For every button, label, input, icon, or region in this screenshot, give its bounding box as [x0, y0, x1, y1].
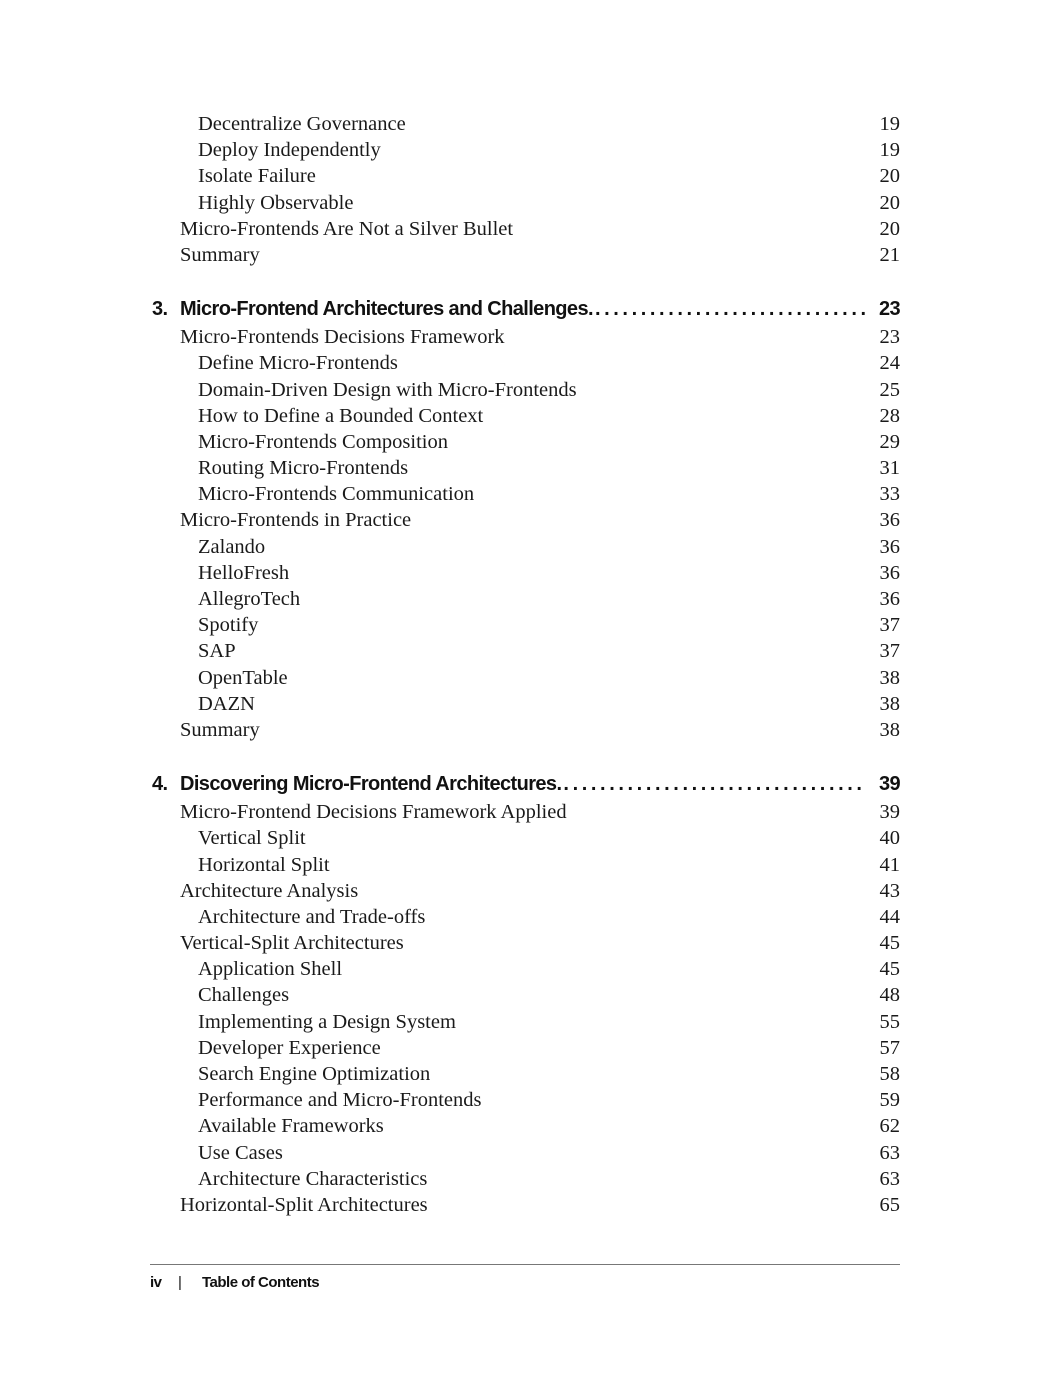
toc-subsection-entry[interactable] — [150, 1009, 900, 1035]
toc-entry-page: 36 — [879, 561, 900, 584]
footer-running-title: Table of Contents — [202, 1274, 320, 1291]
toc-section-entry[interactable] — [150, 930, 900, 956]
toc-entry-title: How to Define a Bounded Context — [198, 404, 484, 427]
toc-entry-title: Architecture Analysis — [180, 879, 359, 902]
toc-entry-page: 57 — [879, 1036, 900, 1059]
toc-entry-title: Summary — [180, 718, 260, 741]
toc-subsection-entry[interactable] — [150, 534, 900, 560]
chapter-page: 39 — [878, 773, 900, 796]
toc-entry-page: 25 — [879, 378, 900, 401]
toc-entry-page: 38 — [879, 666, 900, 689]
toc-entry-title: Vertical Split — [198, 827, 306, 850]
toc-subsection-entry[interactable] — [150, 956, 900, 982]
toc-subsection-entry[interactable] — [150, 111, 900, 137]
toc-subsection-entry[interactable] — [150, 377, 900, 403]
toc-subsection-entry[interactable] — [150, 455, 900, 481]
toc-entry-title: AllegroTech — [198, 588, 301, 610]
toc-entry-page: 38 — [879, 692, 900, 715]
toc-section-entry[interactable] — [150, 717, 900, 743]
chapter-title: Micro-Frontend Architectures and Challenges. — [180, 298, 593, 321]
toc-subsection-entry[interactable] — [150, 904, 900, 930]
toc-entry-page: 44 — [879, 905, 900, 928]
toc-subsection-entry[interactable] — [150, 137, 900, 163]
toc-subsection-entry[interactable] — [150, 1140, 900, 1166]
toc-subsection-entry[interactable] — [150, 1166, 900, 1192]
toc-entry-page: 40 — [879, 827, 900, 850]
toc-subsection-entry[interactable] — [150, 190, 900, 216]
toc-section-entry[interactable] — [150, 216, 900, 242]
table-of-contents — [150, 111, 900, 1218]
toc-entry-title: Implementing a Design System — [198, 1010, 456, 1033]
toc-section-entry[interactable] — [150, 324, 900, 350]
toc-entry-title: Application Shell — [198, 958, 343, 981]
toc-entry-page: 33 — [879, 483, 900, 506]
toc-entry-page: 36 — [879, 588, 900, 610]
toc-entry-page: 24 — [879, 352, 900, 375]
toc-entry-title: Micro-Frontends in Practice — [180, 509, 412, 532]
toc-subsection-entry[interactable] — [150, 560, 900, 586]
toc-entry-page: 58 — [879, 1063, 900, 1085]
toc-entry-title: Use Cases — [198, 1141, 283, 1164]
toc-entry-page: 63 — [879, 1141, 900, 1164]
toc-entry-page: 65 — [879, 1193, 900, 1216]
toc-section-entry[interactable] — [150, 799, 900, 825]
toc-entry-title: SAP — [198, 640, 236, 663]
dot-leader: .............................. — [594, 298, 870, 321]
toc-entry-page: 20 — [879, 217, 900, 240]
toc-section-entry[interactable] — [150, 242, 900, 268]
toc-entry-page: 45 — [879, 958, 900, 981]
toc-subsection-entry[interactable] — [150, 350, 900, 376]
toc-subsection-entry[interactable] — [150, 163, 900, 189]
toc-entry-title: Vertical-Split Architectures — [180, 932, 404, 955]
toc-entry-title: OpenTable — [198, 666, 288, 689]
toc-subsection-entry[interactable] — [150, 852, 900, 878]
toc-entry-page: 36 — [879, 535, 900, 558]
footer-page-number: iv — [150, 1274, 162, 1291]
toc-entry-page: 63 — [879, 1167, 900, 1190]
toc-subsection-entry[interactable] — [150, 638, 900, 664]
toc-subsection-entry[interactable] — [150, 586, 900, 612]
toc-entry-title: Micro-Frontends Are Not a Silver Bullet — [180, 217, 514, 240]
toc-section-entry[interactable] — [150, 1192, 900, 1218]
toc-entry-page: 39 — [879, 801, 900, 824]
chapter-title: Discovering Micro-Frontend Architectures. — [180, 773, 562, 796]
toc-subsection-entry[interactable] — [150, 1087, 900, 1113]
toc-entry-page: 19 — [879, 113, 900, 135]
toc-entry-title: Micro-Frontends Composition — [198, 430, 448, 453]
toc-entry-title: HelloFresh — [198, 561, 290, 584]
toc-entry-page: 29 — [879, 430, 900, 453]
toc-entry-page: 20 — [879, 165, 900, 188]
toc-entry-title: Micro-Frontend Decisions Framework Applied — [180, 801, 567, 824]
toc-entry-title: Horizontal Split — [198, 853, 330, 876]
chapter-number: 3. — [152, 298, 168, 321]
toc-subsection-entry[interactable] — [150, 825, 900, 851]
toc-subsection-entry[interactable] — [150, 665, 900, 691]
toc-subsection-entry[interactable] — [150, 429, 900, 455]
toc-entry-page: 28 — [879, 404, 900, 427]
toc-entry-title: Zalando — [198, 535, 266, 558]
toc-entry-page: 37 — [879, 614, 900, 637]
chapter-number: 4. — [152, 773, 168, 796]
toc-subsection-entry[interactable] — [150, 982, 900, 1008]
dot-leader: ................................. — [563, 773, 866, 796]
toc-entry-title: Horizontal-Split Architectures — [180, 1193, 428, 1216]
toc-subsection-entry[interactable] — [150, 1113, 900, 1139]
toc-entry-page: 37 — [879, 640, 900, 663]
toc-entry-title: Deploy Independently — [198, 139, 381, 162]
toc-section-entry[interactable] — [150, 878, 900, 904]
toc-entry-title: Search Engine Optimization — [198, 1063, 431, 1085]
toc-subsection-entry[interactable] — [150, 1035, 900, 1061]
toc-entry-title: Domain-Driven Design with Micro-Frontends — [198, 378, 577, 401]
footer-separator: | — [178, 1274, 182, 1291]
toc-entry-title: Challenges — [198, 984, 290, 1007]
toc-entry-title: Available Frameworks — [198, 1115, 384, 1138]
toc-subsection-entry[interactable] — [150, 612, 900, 638]
toc-entry-page: 21 — [879, 243, 900, 266]
toc-entry-page: 20 — [879, 191, 900, 214]
footer-rule — [150, 1264, 900, 1265]
toc-entry-title: Micro-Frontends Decisions Framework — [180, 326, 505, 349]
toc-entry-title: Performance and Micro-Frontends — [198, 1089, 482, 1112]
toc-entry-page: 45 — [879, 932, 900, 955]
toc-entry-title: Architecture Characteristics — [198, 1167, 428, 1190]
toc-entry-title: Micro-Frontends Communication — [198, 483, 475, 506]
toc-entry-page: 19 — [879, 139, 900, 162]
toc-entry-title: Decentralize Governance — [198, 113, 406, 135]
toc-entry-title: Define Micro-Frontends — [198, 352, 398, 375]
toc-entry-title: Summary — [180, 243, 260, 266]
toc-entry-page: 38 — [879, 718, 900, 741]
toc-entry-title: Routing Micro-Frontends — [198, 457, 409, 480]
toc-entry-page: 23 — [879, 326, 900, 349]
chapter-page: 23 — [878, 298, 900, 321]
toc-subsection-entry[interactable] — [150, 403, 900, 429]
toc-entry-page: 55 — [879, 1010, 900, 1033]
toc-entry-page: 59 — [879, 1089, 900, 1112]
toc-entry-page: 41 — [879, 853, 900, 876]
toc-chapter-entry[interactable] — [150, 294, 900, 324]
toc-chapter-entry[interactable] — [150, 769, 900, 799]
toc-subsection-entry[interactable] — [150, 1061, 900, 1087]
toc-subsection-entry[interactable] — [150, 481, 900, 507]
toc-entry-page: 62 — [879, 1115, 900, 1138]
toc-entry-page: 31 — [879, 457, 900, 480]
toc-entry-title: Spotify — [198, 614, 259, 637]
toc-subsection-entry[interactable] — [150, 691, 900, 717]
toc-entry-title: Architecture and Trade-offs — [198, 905, 426, 928]
toc-entry-page: 43 — [879, 879, 900, 902]
toc-entry-page: 36 — [879, 509, 900, 532]
toc-entry-title: Developer Experience — [198, 1036, 381, 1059]
toc-entry-title: Highly Observable — [198, 191, 354, 214]
toc-entry-page: 48 — [879, 984, 900, 1007]
toc-section-entry[interactable] — [150, 507, 900, 533]
toc-entry-title: Isolate Failure — [198, 165, 316, 188]
toc-entry-title: DAZN — [198, 692, 255, 715]
